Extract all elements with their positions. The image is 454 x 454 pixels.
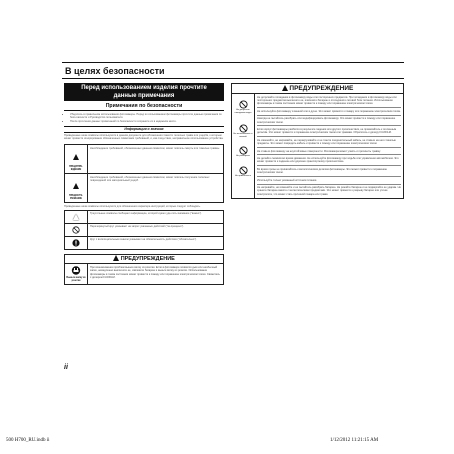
legend-row [65,174,223,202]
safety-bullets [64,113,224,123]
icon-label: Не допускать попадания воды [234,109,252,114]
left-warning-text: При возникновении проблем выньте вилку из розетки. Если в фотокамере появился дым или необычный запах, немедленно выключите ее, извлеките батарею и выньте вилку из розетки. Использование фотокамеры в таком состоянии может привести к пожару или поражению электрическим током. Свяжитесь с дилером FUJIFILM. [90,266,220,280]
warning-title: ПРЕДУПРЕЖДЕНИЕ [120,256,175,263]
left-warning-row [65,264,223,284]
legend-table [64,144,224,203]
no-water-icon [239,100,248,109]
page-title: В целях безопасности [65,66,165,76]
symbol-icon-cell [65,211,88,223]
mandatory-exclamation-icon [72,239,80,247]
icon-label: Не прикасаться [235,174,251,177]
instruction-text: Приведенные ниже символы используются для обозначения характера инструкций, которые следует соблюдать. [64,204,201,208]
prohibited-circle-icon [72,226,80,234]
footer-file: 500 H700_RU.indb ii [6,438,50,443]
warning-row: Никогда не пытайтесь разобрать или модифицировать фотокамеру. Это может привести к пожару или поражению электрическим током. [257,116,401,127]
attention-triangle-icon [73,214,79,220]
safety-notes-subheader: Примечания по безопасности [64,103,224,111]
warning-row: Используйте только указанный источник питания. [257,177,401,184]
warning-triangle-icon [73,154,79,160]
icon-label: Не использовать в ванной [233,133,253,138]
plug-icon [71,266,81,275]
legend-text: Несоблюдение требований, обозначенных данным символом, может повлечь получение телесных повреждений или материальный ущерб. [90,175,210,183]
bullet-item: • После прочтения данных примечаний по безопасности сохраните их в надежном месте. [70,120,224,123]
warning-row: Во время грозы не прикасайтесь к металлическим деталям фотокамеры. Это может привести к поражению электрическим током. [257,166,401,177]
right-warning-header [232,84,403,94]
title-rule-top [62,62,404,63]
legend-icon-caution [65,174,88,202]
warning-row: Не делайте снимков во время движения. Не используйте фотокамеру при ходьбе или управлении автомобилем. Это может привести к падению или дорожно-транспортному происшествию. [257,155,401,166]
bullet-item: • Убедитесь в правильном использовании фотокамеры. Перед ис-пользованием фотокамеры прочтите данные примечания по безо-пасности и Руководство пользователя. [70,113,224,120]
symbol-icon-cell [65,224,88,236]
legend-label: ПРЕДОСТЕ-РЕЖЕНИЕ [69,193,83,200]
symbol-text: Перечеркнутый круг указывает на запрет указанных действий ("за-прещено"). [90,225,184,229]
legend-row [65,145,223,174]
legend-icon-warning [65,145,88,173]
symbol-row [65,237,223,249]
page-number: ii [64,364,68,371]
right-icons [233,96,253,178]
title-rule-bottom [62,78,404,79]
warning-triangle-icon [113,255,119,261]
no-disassemble-icon [239,146,248,155]
text-column [255,94,403,198]
unplug-icon-cell [65,264,88,284]
symbol-icon-cell [65,237,88,249]
icon-info-header: Информация о значках [64,126,224,133]
legend-text: Несоблюдение требований, обозначенных данным символом, может повлечь смерть или тяжелые травмы. [90,146,220,150]
right-warning-box [231,83,404,199]
left-column [64,83,224,285]
unplug-label: Выньте вилку из розетки [66,276,86,282]
legend-label: ПРЕДУПРЕ-ЖДЕНИЕ [69,164,83,171]
warning-row: Не изменяйте, не нагревайте, не перекручивайте и не тяните соединительный кабель, не ставьте на него тяжелые предметы. Это может повредить кабель и привести к пожару или поражению электрическим током. [257,137,401,148]
warning-row: Не допускайте попадания в фотокамеру воды или посторонних предметов. При попадании в фотокамеру воды или посторонних предметов выключите ее, извлеките батарею и отсоедините сетевой блок питания. Использование фотокамеры в таком состоянии может привести к пожару или поражению электрическим током. [257,94,401,108]
right-warning-body [232,94,403,198]
caution-triangle-icon [73,183,79,189]
footer-date: 1/12/2012 11:21:15 AM [330,438,379,443]
left-header: Перед использованием изделия прочтите данные примечания [64,83,224,101]
symbols-table [64,210,224,250]
no-touch-icon [239,166,248,175]
symbol-text: Треугольные символы сообщают информацию, которой нужно уде-лить внимание ("важно"). [90,212,202,216]
symbol-text: Круг с восклицательным знаком указывает на обязательность действия ("обязательно"). [90,238,197,242]
warning-row: Не нагревайте, не изменяйте и не пытайтесь разобрать батарею. Не роняйте батарею и не подвергайте ее ударам. Не храните батарею вместе с металлическими предметами. Это может привести к разрыву батареи или утечке электролита, что может стать причиной пожара или травм. [257,186,401,196]
warning-row: Не используйте фотокамеру в ванной или в душе. Это может привести к пожару или поражению электрическим током. [257,108,401,115]
warning-triangle-icon [282,85,288,91]
symbol-row [65,211,223,224]
left-warning-box [64,254,224,285]
warning-row: Не ставьте фотокамеру на неустойчивые поверхности. Фотокамера может упасть и причинить травму. [257,148,401,155]
symbol-row [65,224,223,237]
icon-info-text: Приведенные ниже символы используются в данном документе для обозначения тяжести телесных травм или ущерба, к которым может привести игнорирование обозначенных символами требований, и, как след-ствие, неправильное использование устройства. [64,133,224,141]
warning-row: Если корпус фотокамеры разбился в результате падения или другого происшествия, не прикасайтесь к оголенным деталям. Это может привести к поражению электрическим током или травмам. Обратитесь к дилеру FUJIFILM. [257,126,401,137]
warning-title: ПРЕДУПРЕЖДЕНИЕ [289,85,354,92]
no-bath-icon [239,124,248,133]
left-warning-header [65,255,223,264]
icon-label: Не разбирать [236,155,250,158]
